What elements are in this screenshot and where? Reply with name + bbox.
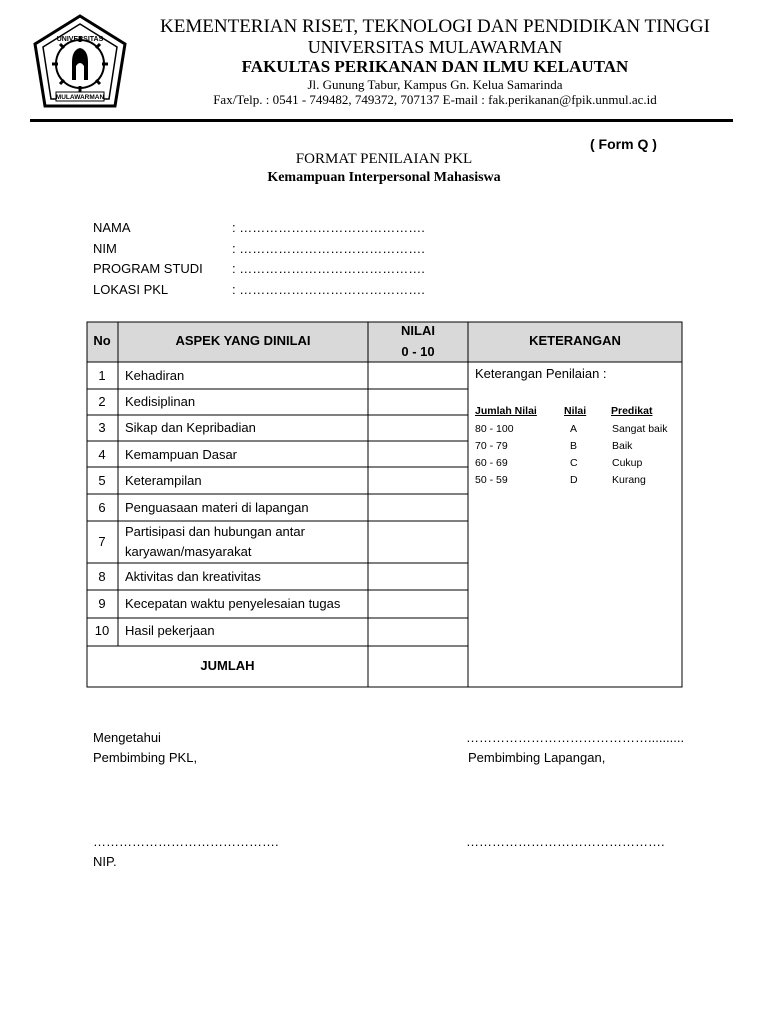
row-aspek: Kemampuan Dasar	[125, 447, 237, 462]
field-label: PROGRAM STUDI	[93, 261, 203, 276]
ket-header-predikat: Predikat	[611, 405, 653, 417]
field-blank[interactable]: : …………………………………….	[232, 261, 425, 276]
score-cell[interactable]	[369, 522, 467, 562]
sig-right-line1[interactable]: ……………………………………..........	[466, 730, 685, 745]
score-cell[interactable]	[369, 564, 467, 589]
row-number: 6	[98, 500, 106, 515]
row-aspek: Partisipasi dan hubungan antar	[125, 524, 305, 539]
field-blank[interactable]: : …………………………………….	[232, 220, 425, 235]
header-keterangan: KETERANGAN	[529, 333, 621, 348]
row-number: 1	[98, 368, 106, 383]
row-aspek: Kehadiran	[125, 368, 185, 383]
row-aspek: Sikap dan Kepribadian	[125, 420, 256, 435]
header-nilai: NILAI	[401, 323, 435, 338]
score-cell[interactable]	[369, 495, 467, 520]
contact-line: Fax/Telp. : 0541 - 749482, 749372, 707137 E-mail : fak.perikanan@fpik.unmul.ac.id	[213, 92, 657, 107]
sig-right-role: Pembimbing Lapangan,	[468, 750, 606, 765]
row-aspek: Kecepatan waktu penyelesaian tugas	[125, 596, 341, 611]
logo-bottom-text: MULAWARMAN	[55, 94, 105, 101]
field-label: LOKASI PKL	[93, 282, 169, 297]
university-name: UNIVERSITAS MULAWARMAN	[307, 37, 563, 57]
sig-left-sign-line[interactable]: …………………………………….	[93, 834, 279, 849]
row-number: 8	[98, 569, 106, 584]
header-nilai-range: 0 - 10	[401, 344, 435, 359]
header-aspek: ASPEK YANG DINILAI	[175, 333, 311, 348]
ministry-name: KEMENTERIAN RISET, TEKNOLOGI DAN PENDIDIKAN TINGGI	[160, 16, 710, 37]
row-aspek: Penguasaan materi di lapangan	[125, 500, 309, 515]
document-subtitle: Kemampuan Interpersonal Mahasiswa	[267, 170, 501, 185]
ket-predikat: Cukup	[612, 457, 643, 469]
row-number: 10	[94, 623, 110, 638]
score-cell[interactable]	[369, 619, 467, 645]
ket-range: 60 - 69	[475, 457, 508, 469]
form-code: ( Form Q )	[590, 136, 657, 152]
ket-grade: D	[570, 474, 578, 486]
row-aspek: Keterampilan	[125, 473, 202, 488]
document-title: FORMAT PENILAIAN PKL	[295, 151, 473, 167]
row-aspek: Kedisiplinan	[125, 394, 196, 409]
row-aspek: Hasil pekerjaan	[125, 623, 215, 638]
header-no: No	[93, 333, 111, 348]
field-blank[interactable]: : …………………………………….	[232, 282, 425, 297]
score-cell[interactable]	[369, 591, 467, 617]
ket-grade: B	[570, 440, 578, 452]
ket-predikat: Kurang	[612, 474, 646, 486]
logo-top-text: UNIVERSITAS	[56, 36, 104, 43]
field-blank[interactable]: : …………………………………….	[232, 241, 425, 256]
ket-range: 50 - 59	[475, 474, 508, 486]
sig-right-sign-line[interactable]: ……………………………………….	[466, 834, 665, 849]
ket-predikat: Sangat baik	[612, 423, 668, 435]
row-number: 4	[98, 447, 106, 462]
total-label: JUMLAH	[200, 658, 255, 673]
ket-grade: C	[570, 457, 578, 469]
row-number: 7	[98, 534, 106, 549]
row-number: 2	[98, 394, 106, 409]
ket-header-jumlah: Jumlah Nilai	[475, 405, 537, 417]
ket-header-nilai: Nilai	[564, 405, 587, 417]
score-cell[interactable]	[369, 442, 467, 466]
ket-predikat: Baik	[612, 440, 633, 452]
sig-left-line1: Mengetahui	[93, 730, 161, 745]
row-aspek: Aktivitas dan kreativitas	[125, 569, 261, 584]
ket-range: 80 - 100	[475, 423, 514, 435]
ket-range: 70 - 79	[475, 440, 508, 452]
row-number: 9	[98, 596, 106, 611]
row-number: 3	[98, 420, 106, 435]
row-number: 5	[98, 473, 106, 488]
field-label: NAMA	[93, 220, 131, 235]
sig-left-nip: NIP.	[93, 854, 117, 869]
score-cell[interactable]	[369, 390, 467, 414]
keterangan-title: Keterangan Penilaian :	[475, 366, 607, 381]
score-cell[interactable]	[369, 468, 467, 493]
score-cell[interactable]	[369, 363, 467, 388]
total-score-cell[interactable]	[369, 647, 467, 686]
faculty-name: FAKULTAS PERIKANAN DAN ILMU KELAUTAN	[241, 57, 629, 76]
sig-left-role: Pembimbing PKL,	[93, 750, 198, 765]
score-cell[interactable]	[369, 416, 467, 440]
ket-grade: A	[570, 423, 578, 435]
row-aspek-continued: karyawan/masyarakat	[125, 544, 252, 559]
address-line: Jl. Gunung Tabur, Kampus Gn. Kelua Samarinda	[307, 77, 563, 92]
field-label: NIM	[93, 241, 117, 256]
